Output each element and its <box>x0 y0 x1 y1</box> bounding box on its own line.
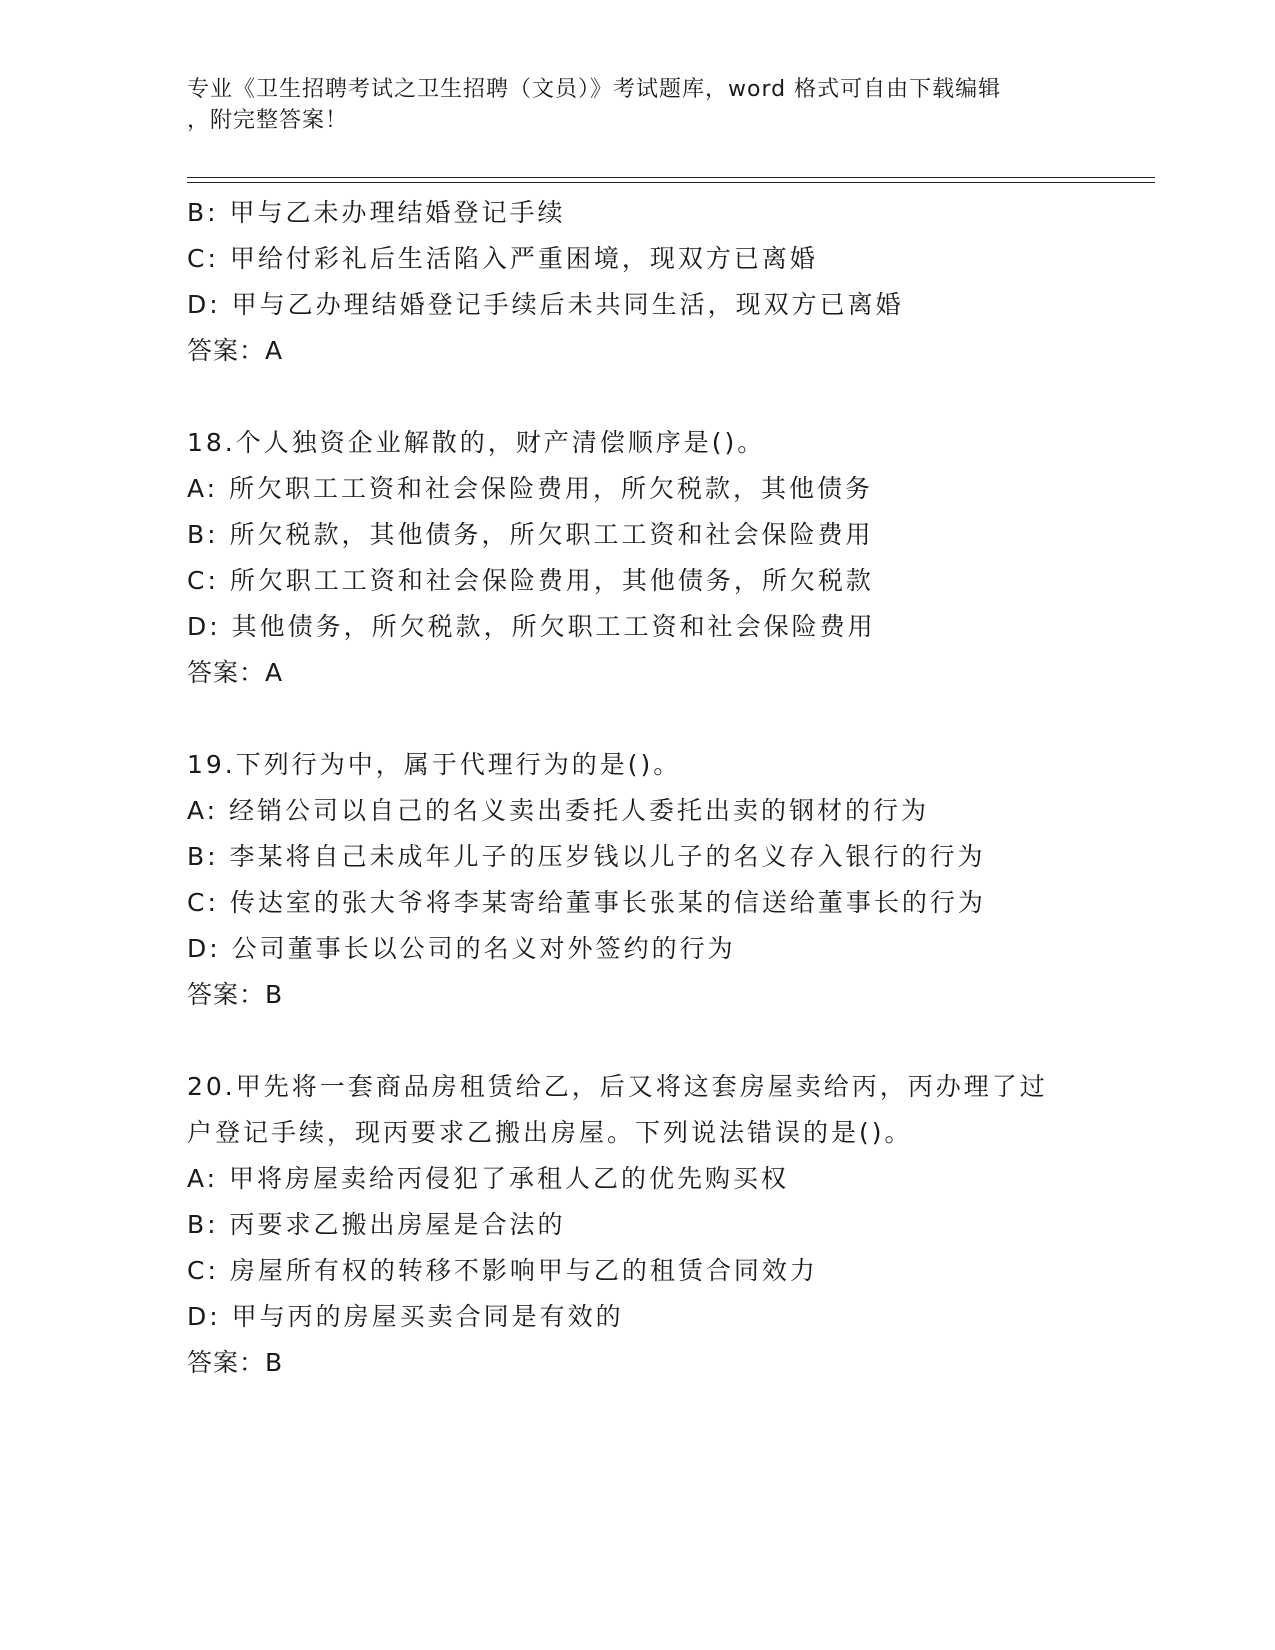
option-d: D: 甲与丙的房屋买卖合同是有效的 <box>187 1302 624 1331</box>
question-20 <box>187 1064 1087 1386</box>
option-b: B: 丙要求乙搬出房屋是合法的 <box>187 1210 566 1239</box>
question-text: 18.个人独资企业解散的，财产清偿顺序是()。 <box>187 428 766 457</box>
answer: 答案：A <box>187 336 284 365</box>
header-line-1: 专业《卫生招聘考试之卫生招聘（文员）》考试题库，word 格式可自由下载编辑 <box>187 77 1002 102</box>
option-b: B: 李某将自己未成年儿子的压岁钱以儿子的名义存入银行的行为 <box>187 842 986 871</box>
spacer <box>187 374 1087 420</box>
question-18 <box>187 420 1087 696</box>
option-d: D: 其他债务，所欠税款，所欠职工工资和社会保险费用 <box>187 612 876 641</box>
header-divider-top <box>187 177 1155 178</box>
answer: 答案：B <box>187 980 284 1009</box>
header-line-2: ，附完整答案！ <box>187 108 349 133</box>
question-text-line-2: 户登记手续，现丙要求乙搬出房屋。下列说法错误的是()。 <box>187 1118 913 1147</box>
spacer <box>187 696 1087 742</box>
question-content <box>187 190 1087 1386</box>
answer: 答案：A <box>187 658 284 687</box>
option-c: C: 传达室的张大爷将李某寄给董事长张某的信送给董事长的行为 <box>187 888 986 917</box>
option-a: A: 甲将房屋卖给丙侵犯了承租人乙的优先购买权 <box>187 1164 790 1193</box>
option-a: A: 经销公司以自己的名义卖出委托人委托出卖的钢材的行为 <box>187 796 930 825</box>
option-a: A: 所欠职工工资和社会保险费用，所欠税款，其他债务 <box>187 474 874 503</box>
question-text-line-1: 20.甲先将一套商品房租赁给乙，后又将这套房屋卖给丙，丙办理了过 <box>187 1072 1048 1101</box>
option-b: B: 所欠税款，其他债务，所欠职工工资和社会保险费用 <box>187 520 874 549</box>
question-text: 19.下列行为中，属于代理行为的是()。 <box>187 750 682 779</box>
option-c: C: 房屋所有权的转移不影响甲与乙的租赁合同效力 <box>187 1256 818 1285</box>
partial-question-17 <box>187 190 1087 374</box>
answer: 答案：B <box>187 1348 284 1377</box>
option-c: C: 甲给付彩礼后生活陷入严重困境，现双方已离婚 <box>187 244 818 273</box>
option-b: B: 甲与乙未办理结婚登记手续 <box>187 198 566 227</box>
spacer <box>187 1018 1087 1064</box>
option-d: D: 甲与乙办理结婚登记手续后未共同生活，现双方已离婚 <box>187 290 904 319</box>
document-header <box>187 74 1087 136</box>
option-c: C: 所欠职工工资和社会保险费用，其他债务，所欠税款 <box>187 566 874 595</box>
question-19 <box>187 742 1087 1018</box>
header-divider-bottom <box>187 182 1155 183</box>
option-d: D: 公司董事长以公司的名义对外签约的行为 <box>187 934 736 963</box>
